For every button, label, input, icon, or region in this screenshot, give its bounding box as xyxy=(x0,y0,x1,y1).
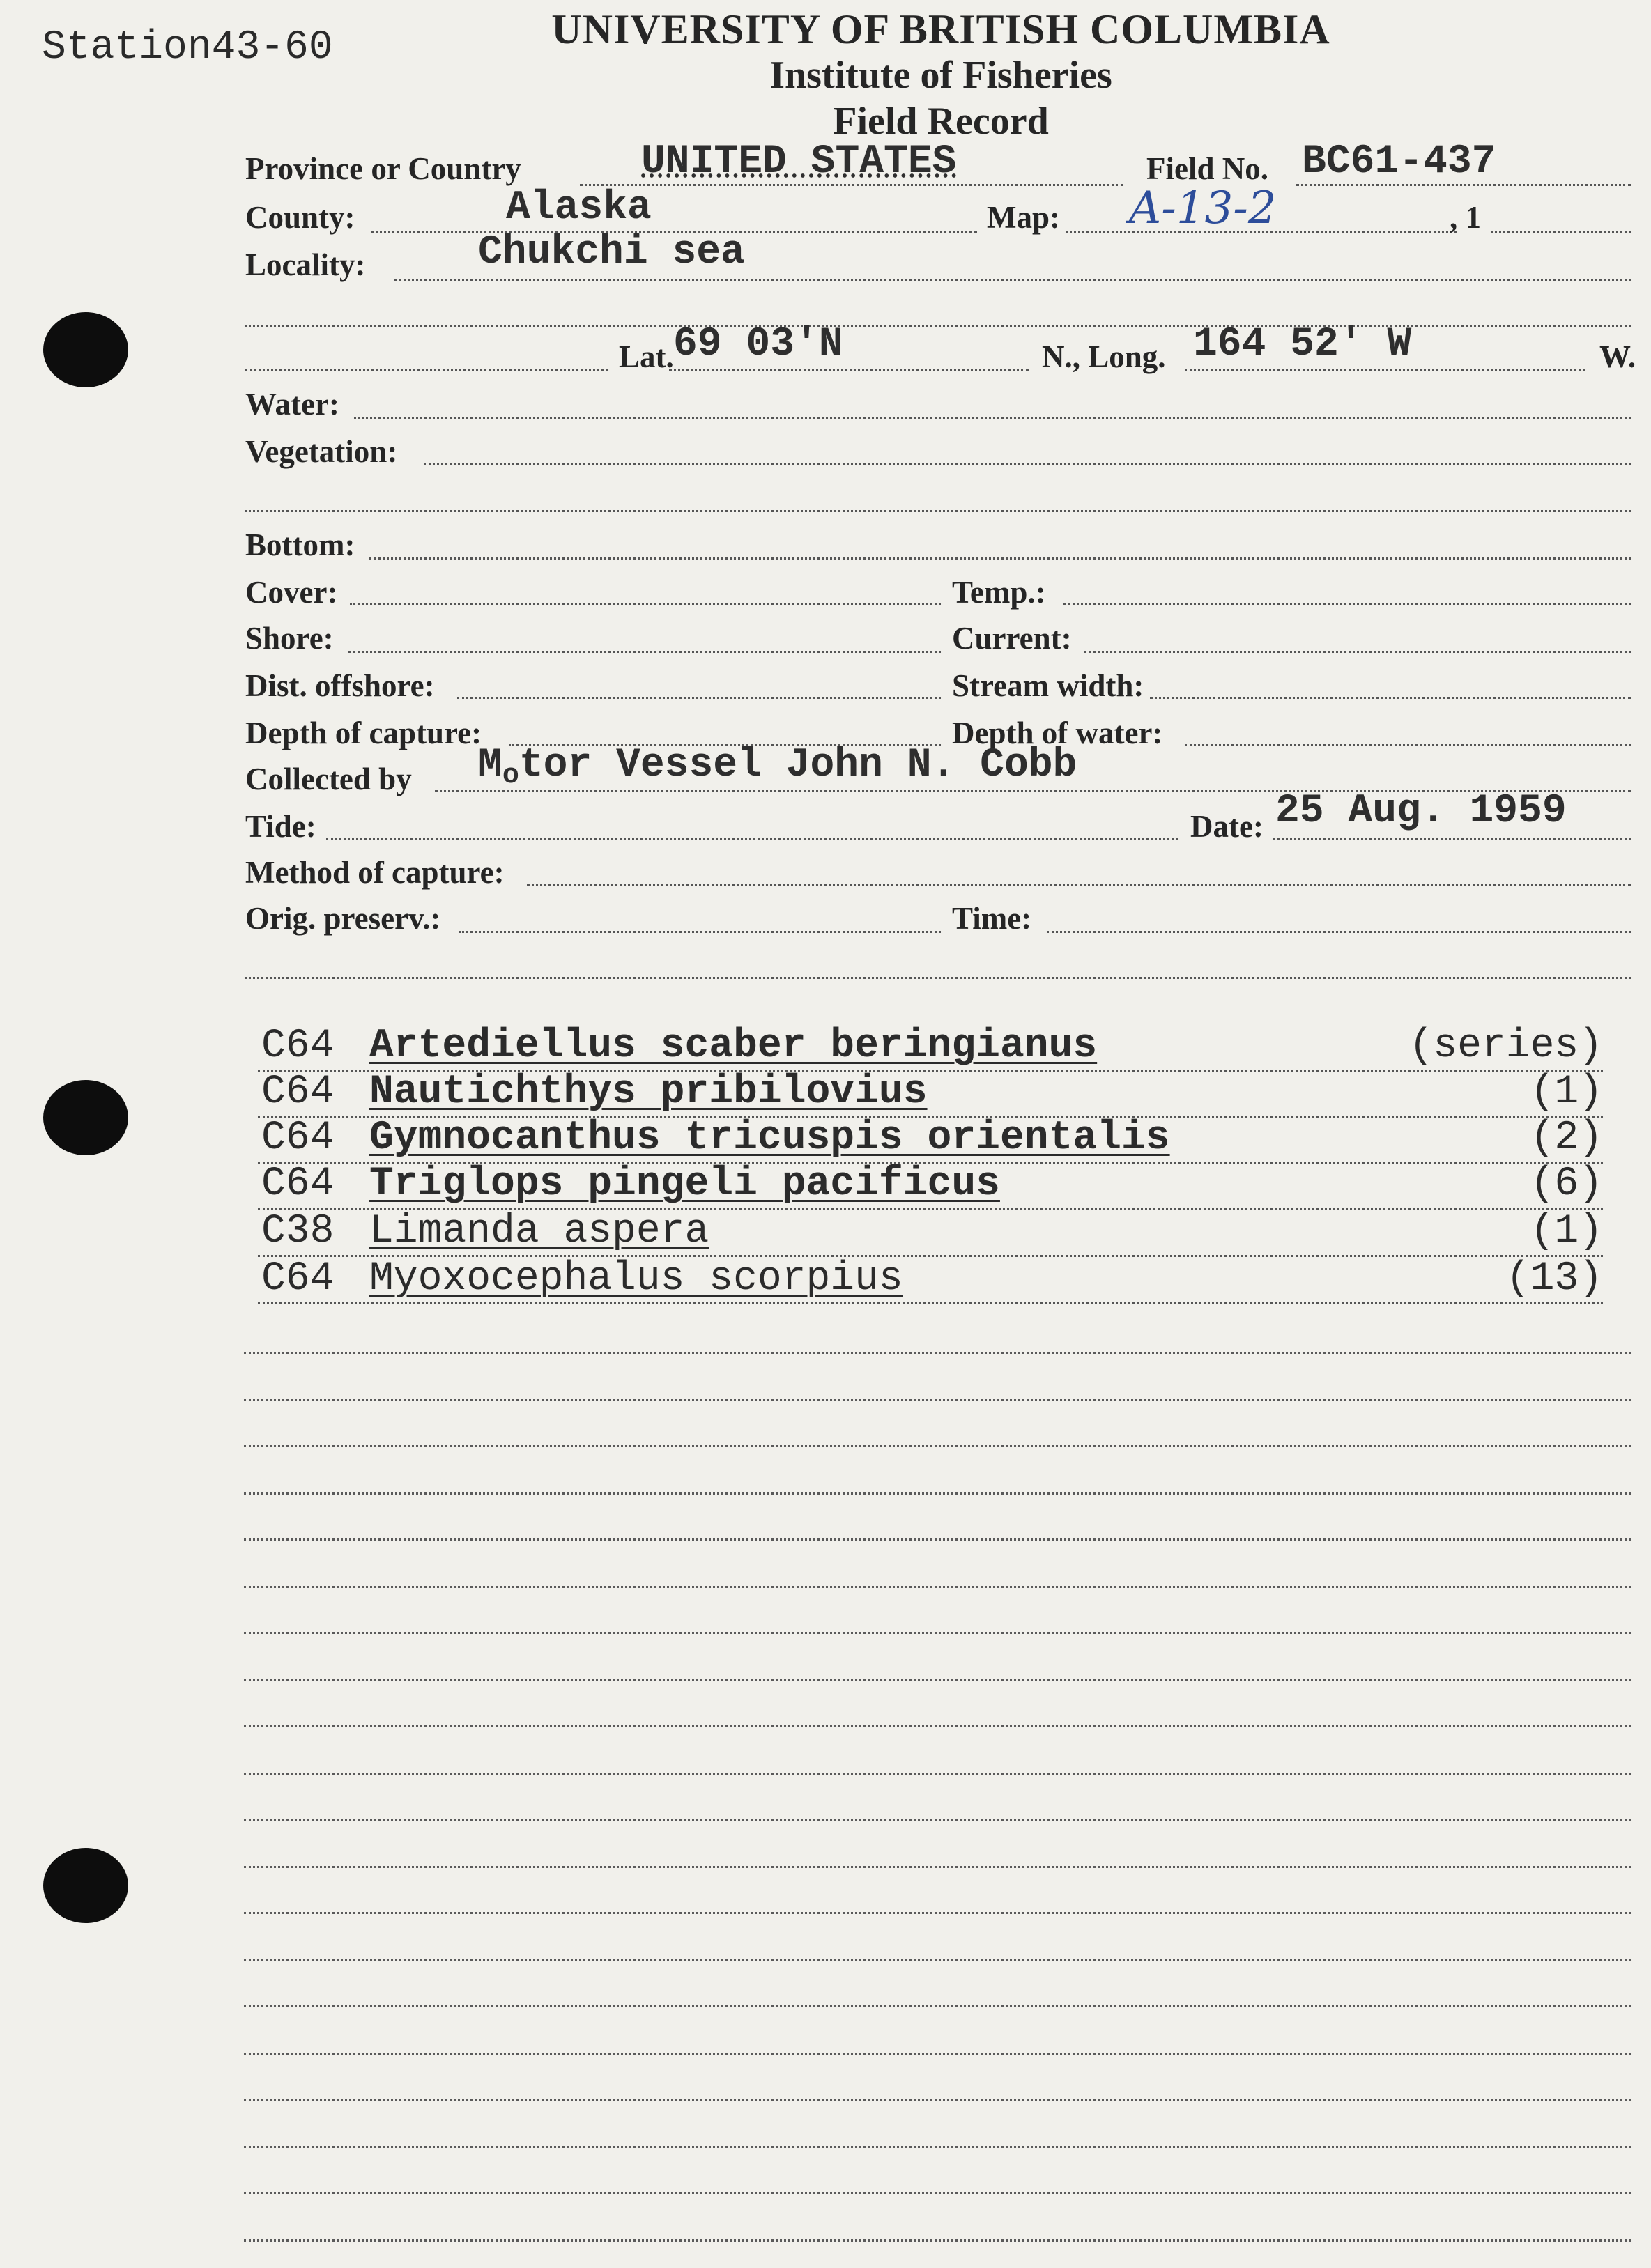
specimen-row xyxy=(258,1116,1603,1164)
station-number: Station43-60 xyxy=(42,25,333,70)
punch-hole-top xyxy=(43,312,128,387)
blank-line xyxy=(244,1866,1631,1868)
specimen-code: C64 xyxy=(261,1116,335,1161)
blank-line-after-time xyxy=(245,977,1631,979)
temp-line xyxy=(1063,603,1631,605)
blank-line xyxy=(244,1492,1631,1495)
orig-preserv-label: Orig. preserv.: xyxy=(245,901,441,936)
specimen-row xyxy=(258,1070,1603,1118)
blank-line xyxy=(244,1819,1631,1821)
province-value: UNITED STATES xyxy=(641,139,957,185)
method-line xyxy=(527,884,1631,886)
specimen-line xyxy=(258,1302,1603,1304)
tide-label: Tide: xyxy=(245,809,316,844)
vegetation-label: Vegetation: xyxy=(245,434,398,469)
method-label: Method of capture: xyxy=(245,855,505,890)
stream-width-label: Stream width: xyxy=(952,668,1144,703)
blank-line xyxy=(244,1632,1631,1634)
map-suffix: , 1 xyxy=(1450,200,1481,235)
institute-title: Institute of Fisheries xyxy=(769,54,1112,97)
w-label: W. xyxy=(1599,339,1636,374)
current-line xyxy=(1084,651,1631,653)
punch-hole-middle xyxy=(43,1080,128,1155)
blank-line xyxy=(244,2099,1631,2101)
specimen-count: (6) xyxy=(1530,1162,1603,1207)
blank-line xyxy=(244,1959,1631,1961)
specimen-name: Gymnocanthus tricuspis orientalis xyxy=(369,1116,1170,1161)
blank-line xyxy=(244,2239,1631,2242)
province-label: Province or Country xyxy=(245,151,521,186)
depth-capture-label: Depth of capture: xyxy=(245,716,482,750)
field-no-label: Field No. xyxy=(1146,151,1268,186)
blank-line xyxy=(244,1399,1631,1401)
specimen-name: Triglops pingeli pacificus xyxy=(369,1162,1000,1207)
collected-by-value: Motor Vessel John N. Cobb xyxy=(478,743,1077,792)
date-line xyxy=(1273,838,1631,840)
map-label: Map: xyxy=(987,200,1060,235)
specimen-row xyxy=(258,1162,1603,1210)
date-value: 25 Aug. 1959 xyxy=(1275,789,1567,834)
county-label: County: xyxy=(245,200,355,235)
map-value: A-13-2 xyxy=(1129,183,1277,234)
blank-line xyxy=(244,1586,1631,1588)
specimen-count: (1) xyxy=(1530,1209,1603,1254)
specimen-code: C64 xyxy=(261,1256,335,1302)
blank-line xyxy=(244,2192,1631,2194)
specimen-code: C64 xyxy=(261,1024,335,1069)
specimen-name: Nautichthys pribilovius xyxy=(369,1070,928,1115)
blank-line xyxy=(244,2005,1631,2007)
lat-lead-line xyxy=(245,369,608,371)
specimen-count: (13) xyxy=(1505,1256,1603,1302)
specimen-code: C38 xyxy=(261,1209,335,1254)
current-label: Current: xyxy=(952,621,1072,656)
field-no-value: BC61-437 xyxy=(1302,139,1496,185)
blank-line xyxy=(244,1679,1631,1681)
blank-line xyxy=(244,2053,1631,2055)
blank-line xyxy=(244,1912,1631,1914)
locality-label: Locality: xyxy=(245,247,366,282)
temp-label: Temp.: xyxy=(952,575,1046,610)
specimen-code: C64 xyxy=(261,1070,335,1115)
locality-value: Chukchi sea xyxy=(478,230,745,275)
long-value: 164 52' W xyxy=(1193,322,1412,367)
depth-water-line xyxy=(1185,744,1631,746)
long-line xyxy=(1185,369,1585,371)
specimen-count: (2) xyxy=(1530,1116,1603,1161)
shore-line xyxy=(348,651,941,653)
cover-line xyxy=(350,603,941,605)
blank-line xyxy=(244,1445,1631,1447)
blank-line xyxy=(244,2146,1631,2148)
specimen-row xyxy=(258,1256,1603,1304)
record-title: Field Record xyxy=(833,100,1049,143)
time-label: Time: xyxy=(952,901,1032,936)
blank-line xyxy=(244,1352,1631,1354)
date-label: Date: xyxy=(1190,809,1264,844)
n-long-label: N., Long. xyxy=(1042,339,1166,374)
tide-line xyxy=(326,838,1178,840)
blank-line xyxy=(244,1538,1631,1541)
locality-line xyxy=(394,279,1631,281)
lat-line xyxy=(669,369,1029,371)
time-line xyxy=(1047,931,1631,933)
water-label: Water: xyxy=(245,387,339,422)
orig-preserv-line xyxy=(459,931,941,933)
dist-offshore-line xyxy=(457,697,941,699)
locality-line-2 xyxy=(245,325,1631,327)
collected-by-label: Collected by xyxy=(245,762,412,796)
cover-label: Cover: xyxy=(245,575,338,610)
depth-water-label: Depth of water: xyxy=(952,716,1163,750)
bottom-line xyxy=(369,557,1631,560)
specimen-row xyxy=(258,1024,1603,1072)
specimen-name: Myoxocephalus scorpius xyxy=(369,1256,903,1302)
blank-line xyxy=(244,1725,1631,1727)
university-title: UNIVERSITY OF BRITISH COLUMBIA xyxy=(551,6,1330,52)
lat-label: Lat. xyxy=(619,339,674,374)
dist-offshore-label: Dist. offshore: xyxy=(245,668,435,703)
lat-value: 69 03'N xyxy=(673,322,843,367)
stream-width-line xyxy=(1150,697,1631,699)
vegetation-line-2 xyxy=(245,510,1631,512)
specimen-name: Artediellus scaber beringianus xyxy=(369,1024,1098,1069)
bottom-label: Bottom: xyxy=(245,527,355,562)
specimen-row xyxy=(258,1209,1603,1257)
specimen-count: (series) xyxy=(1408,1024,1603,1069)
map-suffix-line xyxy=(1491,231,1631,233)
water-line xyxy=(354,417,1631,419)
blank-line xyxy=(244,1773,1631,1775)
specimen-count: (1) xyxy=(1530,1070,1603,1115)
punch-hole-bottom xyxy=(43,1848,128,1923)
specimen-code: C64 xyxy=(261,1162,335,1207)
specimen-name: Limanda aspera xyxy=(369,1209,709,1254)
vegetation-line xyxy=(424,463,1631,465)
shore-label: Shore: xyxy=(245,621,334,656)
county-value: Alaska xyxy=(506,185,652,231)
